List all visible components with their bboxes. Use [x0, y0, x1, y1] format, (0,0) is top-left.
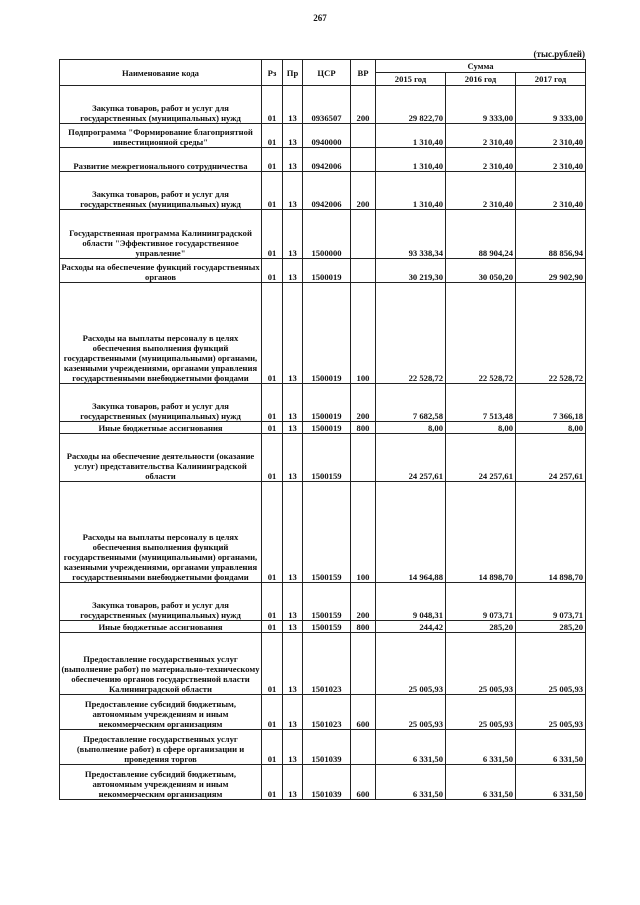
row-name: Иные бюджетные ассигнования — [60, 422, 262, 434]
row-vr — [351, 730, 376, 765]
row-name: Закупка товаров, работ и услуг для государственных (муниципальных) нужд — [60, 384, 262, 422]
row-value-2016: 9 333,00 — [446, 86, 516, 124]
table-row — [60, 434, 586, 482]
row-value-2015: 6 331,50 — [376, 730, 446, 765]
unit-label: (тыс.рублей) — [533, 49, 585, 59]
table-row — [60, 210, 586, 259]
row-pr: 13 — [283, 695, 303, 730]
row-value-2016: 9 073,71 — [446, 583, 516, 621]
row-name: Расходы на выплаты персоналу в целях обеспечения выполнения функций государственными (муниципальными) органами, казенными учреждениями, органами управления государственными внебюджетными фондами — [60, 482, 262, 583]
header-2016: 2016 год — [446, 73, 516, 86]
row-vr — [351, 633, 376, 695]
row-vr: 800 — [351, 621, 376, 633]
row-value-2017: 88 856,94 — [516, 210, 586, 259]
row-value-2016: 25 005,93 — [446, 695, 516, 730]
row-name: Подпрограмма "Формирование благоприятной инвестиционной среды" — [60, 124, 262, 148]
row-rz: 01 — [262, 730, 283, 765]
row-value-2017: 7 366,18 — [516, 384, 586, 422]
header-2015: 2015 год — [376, 73, 446, 86]
row-vr: 600 — [351, 765, 376, 800]
table-row — [60, 482, 586, 583]
row-csr: 0940000 — [303, 124, 351, 148]
header-csr: ЦСР — [303, 60, 351, 86]
row-rz: 01 — [262, 172, 283, 210]
row-rz: 01 — [262, 621, 283, 633]
row-name: Иные бюджетные ассигнования — [60, 621, 262, 633]
table-row — [60, 86, 586, 124]
row-pr: 13 — [283, 434, 303, 482]
table-row — [60, 633, 586, 695]
row-value-2015: 24 257,61 — [376, 434, 446, 482]
table-row — [60, 283, 586, 384]
header-sum: Сумма — [376, 60, 586, 73]
row-value-2017: 22 528,72 — [516, 283, 586, 384]
table-row — [60, 259, 586, 283]
row-name: Государственная программа Калининградской области "Эффективное государственное управление" — [60, 210, 262, 259]
row-vr — [351, 124, 376, 148]
row-name: Развитие межрегионального сотрудничества — [60, 148, 262, 172]
row-csr: 0942006 — [303, 148, 351, 172]
budget-table — [59, 59, 586, 800]
row-vr: 200 — [351, 583, 376, 621]
row-pr: 13 — [283, 259, 303, 283]
row-value-2016: 2 310,40 — [446, 172, 516, 210]
row-pr: 13 — [283, 583, 303, 621]
row-pr: 13 — [283, 172, 303, 210]
row-value-2017: 14 898,70 — [516, 482, 586, 583]
row-pr: 13 — [283, 283, 303, 384]
row-value-2017: 9 073,71 — [516, 583, 586, 621]
row-pr: 13 — [283, 86, 303, 124]
row-vr — [351, 210, 376, 259]
row-value-2016: 25 005,93 — [446, 633, 516, 695]
row-rz: 01 — [262, 633, 283, 695]
row-csr: 1501023 — [303, 633, 351, 695]
row-value-2016: 6 331,50 — [446, 730, 516, 765]
header-vr: ВР — [351, 60, 376, 86]
row-rz: 01 — [262, 148, 283, 172]
row-value-2015: 25 005,93 — [376, 695, 446, 730]
row-csr: 1500000 — [303, 210, 351, 259]
row-value-2015: 1 310,40 — [376, 172, 446, 210]
row-pr: 13 — [283, 148, 303, 172]
row-value-2016: 14 898,70 — [446, 482, 516, 583]
row-name: Закупка товаров, работ и услуг для государственных (муниципальных) нужд — [60, 583, 262, 621]
row-name: Предоставление государственных услуг (выполнение работ) в сфере организации и проведения торгов — [60, 730, 262, 765]
row-csr: 1500019 — [303, 422, 351, 434]
row-value-2015: 9 048,31 — [376, 583, 446, 621]
row-rz: 01 — [262, 124, 283, 148]
header-2017: 2017 год — [516, 73, 586, 86]
table-row — [60, 124, 586, 148]
table-row — [60, 172, 586, 210]
row-value-2016: 2 310,40 — [446, 148, 516, 172]
row-value-2017: 24 257,61 — [516, 434, 586, 482]
row-value-2015: 14 964,88 — [376, 482, 446, 583]
row-value-2015: 1 310,40 — [376, 124, 446, 148]
row-value-2016: 2 310,40 — [446, 124, 516, 148]
table-row — [60, 422, 586, 434]
row-csr: 1500159 — [303, 621, 351, 633]
table-row — [60, 621, 586, 633]
row-rz: 01 — [262, 583, 283, 621]
row-vr — [351, 434, 376, 482]
row-pr: 13 — [283, 621, 303, 633]
row-rz: 01 — [262, 422, 283, 434]
row-rz: 01 — [262, 434, 283, 482]
row-csr: 1500019 — [303, 283, 351, 384]
row-name: Расходы на выплаты персоналу в целях обеспечения выполнения функций государственными (муниципальными) органами, казенными учреждениями, органами управления государственными внебюджетными фондами — [60, 283, 262, 384]
row-value-2017: 8,00 — [516, 422, 586, 434]
row-name: Закупка товаров, работ и услуг для государственных (муниципальных) нужд — [60, 172, 262, 210]
row-csr: 1501039 — [303, 730, 351, 765]
row-rz: 01 — [262, 384, 283, 422]
row-rz: 01 — [262, 86, 283, 124]
row-vr — [351, 259, 376, 283]
row-csr: 1500159 — [303, 482, 351, 583]
row-value-2017: 2 310,40 — [516, 172, 586, 210]
row-rz: 01 — [262, 259, 283, 283]
row-pr: 13 — [283, 765, 303, 800]
row-csr: 1501039 — [303, 765, 351, 800]
row-pr: 13 — [283, 210, 303, 259]
row-rz: 01 — [262, 283, 283, 384]
row-value-2016: 7 513,48 — [446, 384, 516, 422]
table-row — [60, 384, 586, 422]
row-value-2015: 30 219,30 — [376, 259, 446, 283]
table-row — [60, 695, 586, 730]
row-csr: 0942006 — [303, 172, 351, 210]
row-value-2017: 285,20 — [516, 621, 586, 633]
row-value-2016: 88 904,24 — [446, 210, 516, 259]
row-value-2016: 6 331,50 — [446, 765, 516, 800]
row-value-2015: 22 528,72 — [376, 283, 446, 384]
header-rz: Рз — [262, 60, 283, 86]
row-csr: 1501023 — [303, 695, 351, 730]
row-name: Закупка товаров, работ и услуг для государственных (муниципальных) нужд — [60, 86, 262, 124]
table-row — [60, 730, 586, 765]
table-row — [60, 148, 586, 172]
page-number: 267 — [313, 13, 327, 23]
row-value-2015: 25 005,93 — [376, 633, 446, 695]
row-value-2015: 244,42 — [376, 621, 446, 633]
row-csr: 0936507 — [303, 86, 351, 124]
row-name: Расходы на обеспечение деятельности (оказание услуг) представительства Калининградской области — [60, 434, 262, 482]
row-name: Расходы на обеспечение функций государственных органов — [60, 259, 262, 283]
table-row — [60, 583, 586, 621]
row-value-2017: 6 331,50 — [516, 765, 586, 800]
table-row — [60, 765, 586, 800]
header-pr: Пр — [283, 60, 303, 86]
row-vr: 200 — [351, 86, 376, 124]
row-vr: 100 — [351, 283, 376, 384]
row-value-2017: 9 333,00 — [516, 86, 586, 124]
row-value-2015: 1 310,40 — [376, 148, 446, 172]
row-pr: 13 — [283, 124, 303, 148]
table-body — [60, 86, 586, 800]
row-value-2017: 6 331,50 — [516, 730, 586, 765]
row-value-2015: 29 822,70 — [376, 86, 446, 124]
header-name: Наименование кода — [60, 60, 262, 86]
row-rz: 01 — [262, 210, 283, 259]
row-name: Предоставление субсидий бюджетным, автономным учреждениям и иным некоммерческим организациям — [60, 695, 262, 730]
row-value-2016: 285,20 — [446, 621, 516, 633]
row-csr: 1500159 — [303, 434, 351, 482]
row-pr: 13 — [283, 422, 303, 434]
row-vr: 100 — [351, 482, 376, 583]
row-value-2016: 24 257,61 — [446, 434, 516, 482]
row-value-2015: 7 682,58 — [376, 384, 446, 422]
row-rz: 01 — [262, 695, 283, 730]
row-rz: 01 — [262, 765, 283, 800]
row-name: Предоставление государственных услуг (выполнение работ) по материально-техническому обеспечению органов государственной власти Калининградской области — [60, 633, 262, 695]
row-vr: 800 — [351, 422, 376, 434]
row-value-2015: 8,00 — [376, 422, 446, 434]
row-vr: 200 — [351, 384, 376, 422]
row-value-2017: 25 005,93 — [516, 633, 586, 695]
row-value-2016: 30 050,20 — [446, 259, 516, 283]
row-pr: 13 — [283, 730, 303, 765]
row-value-2017: 29 902,90 — [516, 259, 586, 283]
row-vr: 200 — [351, 172, 376, 210]
row-value-2016: 22 528,72 — [446, 283, 516, 384]
row-csr: 1500019 — [303, 384, 351, 422]
row-value-2015: 6 331,50 — [376, 765, 446, 800]
row-value-2017: 25 005,93 — [516, 695, 586, 730]
row-value-2015: 93 338,34 — [376, 210, 446, 259]
row-vr: 600 — [351, 695, 376, 730]
row-rz: 01 — [262, 482, 283, 583]
row-csr: 1500159 — [303, 583, 351, 621]
row-value-2016: 8,00 — [446, 422, 516, 434]
row-value-2017: 2 310,40 — [516, 124, 586, 148]
row-pr: 13 — [283, 384, 303, 422]
row-pr: 13 — [283, 633, 303, 695]
row-value-2017: 2 310,40 — [516, 148, 586, 172]
row-name: Предоставление субсидий бюджетным, автономным учреждениям и иным некоммерческим организациям — [60, 765, 262, 800]
row-pr: 13 — [283, 482, 303, 583]
row-vr — [351, 148, 376, 172]
row-csr: 1500019 — [303, 259, 351, 283]
